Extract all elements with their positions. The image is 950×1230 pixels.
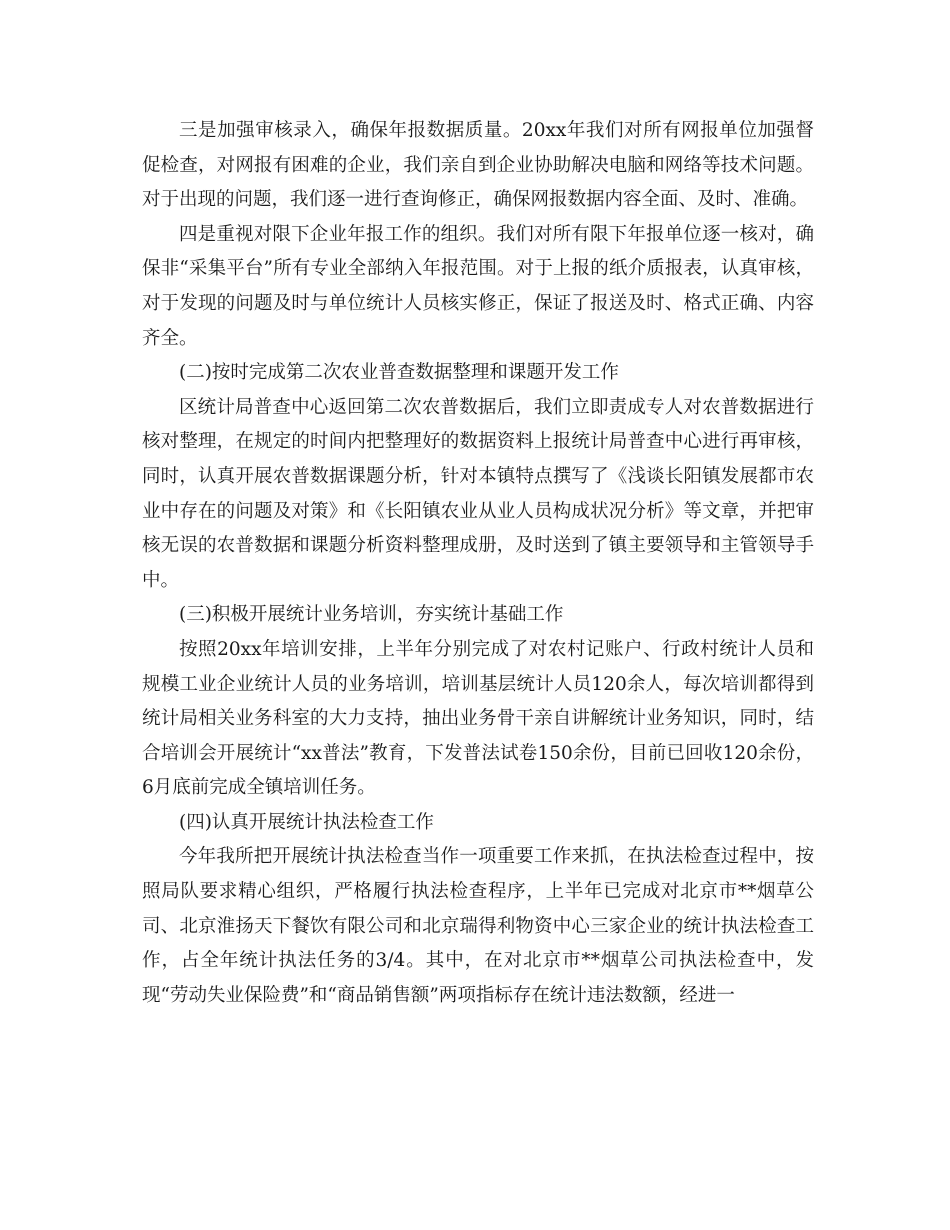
paragraph-small-enterprise-reports: 四是重视对限下企业年报工作的组织。我们对所有限下年报单位逐一核对，确保非“采集平台”所有专业全部纳入年报范围。对于上报的纸介质报表，认真审核，对于发现的问题及时与单位统计人员核实修正，保证了报送及时、格式正确、内容齐全。 [142, 223, 814, 349]
paragraph-agricultural-census: 区统计局普查中心返回第二次农普数据后，我们立即责成专人对农普数据进行核对整理，在规定的时间内把整理好的数据资料上报统计局普查中心进行再审核，同时，认真开展农普数据课题分析，针对本镇特点撰写了《浅谈长阳镇发展都市农业中存在的问题及对策》和《长阳镇农业从业人员构成状况分析》等文章，并把审核无误的农普数据和课题分析资料整理成册，及时送到了镇主要领导和主管领导手中。 [142, 396, 814, 591]
document-body [142, 114, 814, 1013]
section-heading-agricultural-census: (二)按时完成第二次农业普查数据整理和课题开发工作 [179, 362, 619, 384]
section-heading-training: (三)积极开展统计业务培训，夯实统计基础工作 [179, 604, 564, 626]
section-heading-law-enforcement: (四)认真开展统计执法检查工作 [179, 811, 434, 833]
paragraph-law-enforcement: 今年我所把开展统计执法检查当作一项重要工作来抓，在执法检查过程中，按照局队要求精心组织，严格履行执法检查程序，上半年已完成对北京市**烟草公司、北京淮扬天下餐饮有限公司和北京瑞得利物资中心三家企业的统计执法检查工作，占全年统计执法任务的3/4。其中，在对北京市**烟草公司执法检查中，发现“劳动失业保险费”和“商品销售额”两项指标存在统计违法数额，经进一 [142, 846, 814, 1006]
paragraph-audit-entry: 三是加强审核录入，确保年报数据质量。20xx年我们对所有网报单位加强督促检查，对网报有困难的企业，我们亲自到企业协助解决电脑和网络等技术问题。对于出现的问题，我们逐一进行查询修正，确保网报数据内容全面、及时、准确。 [142, 120, 814, 211]
paragraph-training: 按照20xx年培训安排，上半年分别完成了对农村记账户、行政村统计人员和规模工业企业统计人员的业务培训，培训基层统计人员120余人，每次培训都得到统计局相关业务科室的大力支持，抽出业务骨干亲自讲解统计业务知识，同时，结合培训会开展统计“xx普法”教育，下发普法试卷150余份，目前已回收120余份，6月底前完成全镇培训任务。 [142, 638, 814, 799]
